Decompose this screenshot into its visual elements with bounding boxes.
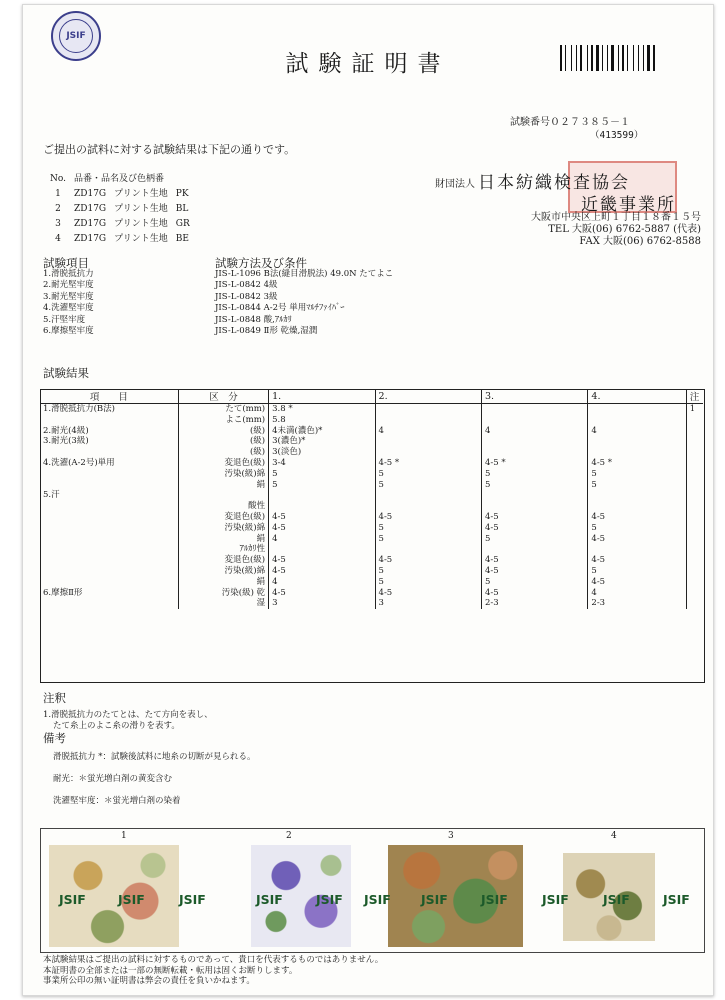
notes-heading: 注釈: [43, 691, 66, 705]
sample-code: ZD17G: [74, 219, 107, 229]
jsif-watermark: JSIF: [364, 892, 391, 907]
results-value-cell: 3: [269, 598, 375, 609]
results-category-cell: たて(mm): [178, 404, 268, 415]
jsif-watermark: JSIF: [316, 892, 343, 907]
results-row: [40, 469, 703, 480]
results-value-cell: [481, 544, 587, 555]
results-row: [40, 426, 703, 437]
note-1-line-1: 1.滑脱抵抗力のたてとは、たて方向を表し、: [43, 710, 213, 720]
barcode-bar: [563, 45, 564, 71]
remark-3: 洗濯堅牢度：＊蛍光増白剤の染着: [53, 796, 181, 806]
test-item-method: JIS-L-0844 A-2号 単用ﾏﾙﾁﾌｧｲﾊﾞｰ: [215, 303, 345, 314]
results-category-cell: 変退色(級): [178, 458, 268, 469]
results-value-cell: 5: [588, 480, 686, 491]
results-value-cell: 4-5: [375, 555, 481, 566]
organization-address: 大阪市中央区上町１丁目１８番１５号: [531, 212, 701, 223]
results-row: [40, 490, 703, 501]
results-value-cell: 4-5: [269, 555, 375, 566]
results-value-cell: [588, 501, 686, 512]
results-value-cell: 5: [375, 523, 481, 534]
results-item-cell: [40, 555, 178, 566]
results-value-cell: 4: [375, 426, 481, 437]
test-methods-heading: 試験方法及び条件: [215, 256, 307, 270]
results-value-cell: 5: [588, 523, 686, 534]
barcode-bar: [594, 45, 595, 71]
footer-disclaimer: [43, 955, 383, 987]
results-value-cell: 4-5: [588, 577, 686, 588]
results-col-category: 区 分: [178, 389, 268, 404]
results-value-cell: 5: [269, 469, 375, 480]
remark-1: 滑脱抵抗力 *：試験後試料に地糸の切断が見られる。: [53, 752, 256, 762]
results-category-cell: 汚染(級)綿: [178, 523, 268, 534]
test-item-name: 1.滑脱抵抗力: [43, 269, 94, 279]
results-note-cell: [686, 555, 703, 566]
results-row: [40, 512, 703, 523]
intro-text: ご提出の試料に対する試験結果は下記の通りです。: [43, 143, 296, 156]
results-category-cell: 絹: [178, 480, 268, 491]
sample-header: [50, 173, 196, 186]
barcode-bar: [651, 45, 652, 71]
results-value-cell: 4-5: [481, 555, 587, 566]
barcode-bar: [573, 45, 575, 71]
results-value-cell: 4: [588, 588, 686, 599]
results-value-cell: 5: [269, 480, 375, 491]
test-item-list: [43, 269, 94, 337]
results-item-cell: [40, 415, 178, 426]
test-item-name: 3.耐光堅牢度: [43, 291, 94, 302]
results-item-cell: 4.洗濯(A-2号)単用: [40, 458, 178, 469]
seal-text: JSIF: [59, 19, 93, 53]
results-note-cell: [686, 534, 703, 545]
results-value-cell: 5: [481, 469, 587, 480]
barcode-bar: [602, 45, 603, 71]
results-note-cell: [686, 426, 703, 437]
results-row: [40, 458, 703, 469]
results-value-cell: 5: [588, 469, 686, 480]
footer-line-3: 事業所公印の無い証明書は弊会の責任を負いかねます。: [43, 976, 255, 986]
sample-row: [50, 188, 196, 201]
sample-color: BE: [175, 234, 189, 244]
results-row: [40, 523, 703, 534]
sample-color: BL: [175, 204, 189, 214]
results-col-2: 2.: [375, 389, 481, 404]
results-row: [40, 566, 703, 577]
results-row: [40, 436, 703, 447]
results-value-cell: [375, 436, 481, 447]
test-item-name: 5.汗堅牢度: [43, 314, 86, 325]
results-category-cell: 絹: [178, 534, 268, 545]
jsif-watermark: JSIF: [481, 892, 508, 907]
test-item-method: JIS-L-0848 酸,ｱﾙｶﾘ: [215, 314, 292, 325]
results-note-cell: [686, 523, 703, 534]
jsif-watermark: JSIF: [256, 892, 283, 907]
certificate-sub-number: （413599）: [590, 130, 644, 141]
barcode-bar: [567, 45, 570, 71]
results-value-cell: 4-5: [375, 588, 481, 599]
sample-col-name: 品番・品名及び色柄番: [74, 174, 165, 184]
results-note-cell: [686, 458, 703, 469]
results-note-cell: [686, 566, 703, 577]
swatch-label: 3: [448, 831, 454, 841]
results-note-cell: [686, 512, 703, 523]
results-col-item: 項 目: [40, 389, 178, 404]
results-value-cell: [481, 415, 587, 426]
results-note-cell: [686, 436, 703, 447]
results-category-cell: (級): [178, 447, 268, 458]
organization-label: 財団法人: [435, 179, 475, 190]
barcode-bar: [629, 45, 632, 71]
organization-fax: FAX 大阪(06) 6762-8588: [579, 236, 701, 247]
results-item-cell: [40, 469, 178, 480]
results-note-cell: [686, 480, 703, 491]
results-value-cell: 5: [375, 566, 481, 577]
results-value-cell: 5.8: [269, 415, 375, 426]
results-value-cell: 4-5 *: [375, 458, 481, 469]
organization-address-block: [446, 212, 701, 248]
results-value-cell: [269, 490, 375, 501]
results-value-cell: 5: [588, 566, 686, 577]
barcode-bar: [576, 45, 577, 71]
barcode-icon: [560, 45, 670, 71]
results-row: [40, 588, 703, 599]
results-category-cell: 汚染(級) 乾: [178, 588, 268, 599]
results-value-cell: 3(淡色): [269, 447, 375, 458]
organization-name: 日本紡織検査協会: [478, 173, 630, 193]
test-item-method: JIS-L-1096 B法(縫目滑脱法) 49.0N たてよこ: [215, 269, 394, 279]
results-category-cell: ｱﾙｶﾘ性: [178, 544, 268, 555]
organization-tel: TEL 大阪(06) 6762-5887 (代表): [548, 224, 701, 235]
results-col-note: 注: [686, 389, 703, 404]
barcode-bar: [633, 45, 634, 71]
barcode-bar: [560, 45, 562, 71]
results-item-cell: [40, 501, 178, 512]
barcode-bar: [604, 45, 606, 71]
sample-row: [50, 233, 196, 246]
jsif-watermark: JSIF: [542, 892, 569, 907]
results-col-4: 4.: [588, 389, 686, 404]
results-value-cell: 5: [375, 480, 481, 491]
results-value-cell: [481, 501, 587, 512]
results-value-cell: [375, 490, 481, 501]
sample-no: 1: [55, 189, 61, 199]
results-category-cell: 絹: [178, 577, 268, 588]
results-value-cell: 5: [481, 480, 587, 491]
test-item-name: 2.耐光堅牢度: [43, 280, 94, 291]
organization-branch: 近畿事業所: [581, 195, 676, 215]
sample-code: ZD17G: [74, 189, 107, 199]
jsif-watermark: JSIF: [421, 892, 448, 907]
certificate-page: [22, 4, 714, 996]
results-value-cell: [481, 447, 587, 458]
barcode-bar: [643, 45, 644, 71]
results-value-cell: 3-4: [269, 458, 375, 469]
barcode-bar: [580, 45, 582, 71]
results-value-cell: 4-5: [269, 523, 375, 534]
results-value-cell: 4-5: [269, 588, 375, 599]
results-value-cell: [588, 490, 686, 501]
results-item-cell: [40, 523, 178, 534]
barcode-bar: [571, 45, 572, 71]
results-value-cell: [375, 447, 481, 458]
results-value-cell: [269, 501, 375, 512]
results-value-cell: 2-3: [481, 598, 587, 609]
results-value-cell: [588, 415, 686, 426]
swatch-label: 2: [286, 831, 292, 841]
results-value-cell: [588, 447, 686, 458]
remarks-heading: 備考: [43, 731, 66, 745]
results-item-cell: 1.滑脱抵抗力(B法): [40, 404, 178, 415]
test-method-list: [215, 269, 393, 337]
results-value-cell: 4-5: [269, 566, 375, 577]
sample-color: GR: [175, 219, 190, 229]
results-value-cell: 4: [269, 577, 375, 588]
results-value-cell: [375, 415, 481, 426]
results-item-cell: [40, 534, 178, 545]
footer-line-1: 本試験結果はご提出の試料に対するものであって、貴口を代表するものではありません。: [43, 955, 384, 965]
jsif-watermark: JSIF: [663, 892, 690, 907]
barcode-bar: [635, 45, 637, 71]
results-category-cell: 湿: [178, 598, 268, 609]
results-row: [40, 404, 703, 415]
sample-color: PK: [175, 189, 189, 199]
test-items-heading: 試験項目: [43, 256, 89, 270]
results-category-cell: 酸性: [178, 501, 268, 512]
results-value-cell: 3: [375, 598, 481, 609]
results-col-3: 3.: [481, 389, 587, 404]
barcode-bar: [587, 45, 588, 71]
jsif-watermark: JSIF: [179, 892, 206, 907]
results-item-cell: 3.耐光(3級): [40, 436, 178, 447]
footer-line-2: 本証明書の全部または一部の無断転載・転用は固くお断りします。: [43, 965, 298, 976]
results-value-cell: [481, 490, 587, 501]
results-note-cell: [686, 501, 703, 512]
results-value-cell: 4-5: [481, 588, 587, 599]
barcode-bar: [647, 45, 650, 71]
test-item-method: JIS-L-0842 3級: [215, 291, 278, 302]
barcode-bar: [615, 45, 617, 71]
sample-name: プリント生地: [114, 204, 168, 214]
jsif-watermark: JSIF: [118, 892, 145, 907]
results-value-cell: [588, 404, 686, 415]
results-value-cell: 4-5: [481, 512, 587, 523]
sample-row: [50, 218, 196, 231]
results-row: [40, 544, 703, 555]
sample-no: 4: [55, 234, 61, 244]
sample-name: プリント生地: [114, 219, 168, 229]
results-row: [40, 555, 703, 566]
results-row: [40, 534, 703, 545]
results-note-cell: [686, 598, 703, 609]
sample-name: プリント生地: [114, 234, 168, 244]
results-header-row: [40, 389, 703, 404]
results-item-cell: [40, 577, 178, 588]
results-note-cell: [686, 469, 703, 480]
results-item-cell: 5.汗: [40, 490, 178, 501]
barcode-bar: [627, 45, 628, 71]
sample-list: [48, 171, 198, 248]
barcode-bar: [578, 45, 579, 71]
results-item-cell: [40, 512, 178, 523]
results-value-cell: 4-5: [588, 512, 686, 523]
results-item-cell: 6.摩擦Ⅱ形: [40, 588, 178, 599]
jsif-watermark: JSIF: [603, 892, 630, 907]
results-value-cell: [375, 404, 481, 415]
results-value-cell: [481, 436, 587, 447]
barcode-bar: [583, 45, 586, 71]
results-value-cell: 5: [375, 469, 481, 480]
results-value-cell: [588, 436, 686, 447]
results-value-cell: 4-5: [269, 512, 375, 523]
results-value-cell: 5: [375, 534, 481, 545]
results-category-cell: (級): [178, 426, 268, 437]
barcode-bar: [565, 45, 566, 71]
barcode-bar: [607, 45, 608, 71]
swatch-label: 4: [611, 831, 617, 841]
results-note-cell: 1: [689, 404, 696, 414]
results-value-cell: 5: [481, 534, 587, 545]
results-value-cell: [269, 544, 375, 555]
results-note-cell: [686, 447, 703, 458]
results-value-cell: 4-5 *: [588, 458, 686, 469]
barcode-bar: [596, 45, 599, 71]
results-category-cell: (級): [178, 436, 268, 447]
results-note-cell: [686, 415, 703, 426]
results-note-cell: [686, 490, 703, 501]
results-category-cell: 汚染(級)綿: [178, 566, 268, 577]
results-item-cell: [40, 447, 178, 458]
results-category-cell: [178, 490, 268, 501]
swatch-label: 1: [121, 831, 127, 841]
results-value-cell: [481, 404, 587, 415]
results-item-cell: [40, 544, 178, 555]
test-item-method: JIS-L-0842 4級: [215, 280, 278, 291]
barcode-bar: [653, 45, 655, 71]
barcode-bar: [638, 45, 639, 71]
results-value-cell: 4: [481, 426, 587, 437]
results-value-cell: 4-5: [588, 555, 686, 566]
barcode-bar: [600, 45, 601, 71]
sample-row: [50, 203, 196, 216]
results-value-cell: 4-5: [481, 523, 587, 534]
results-item-cell: 2.耐光(4級): [40, 426, 178, 437]
results-heading: 試験結果: [43, 366, 89, 380]
page-title: 試験証明書: [285, 51, 451, 77]
sample-no: 2: [55, 204, 61, 214]
sample-code: ZD17G: [74, 204, 107, 214]
results-value-cell: 4: [588, 426, 686, 437]
results-value-cell: [588, 544, 686, 555]
results-value-cell: [375, 501, 481, 512]
sample-no: 3: [55, 219, 61, 229]
results-row: [40, 415, 703, 426]
results-item-cell: [40, 480, 178, 491]
results-value-cell: 5: [481, 577, 587, 588]
results-value-cell: 2-3: [588, 598, 686, 609]
results-category-cell: 変退色(級): [178, 512, 268, 523]
results-row: [40, 501, 703, 512]
barcode-bar: [640, 45, 642, 71]
results-note-cell: [686, 544, 703, 555]
results-category-cell: よこ(mm): [178, 415, 268, 426]
note-1-line-2: たて糸上のよこ糸の滑りを表す。: [53, 721, 180, 731]
sample-col-no: No.: [50, 174, 66, 184]
results-value-cell: 4-5: [481, 566, 587, 577]
barcode-bar: [620, 45, 621, 71]
results-item-cell: [40, 566, 178, 577]
barcode-bar: [622, 45, 624, 71]
barcode-bar: [618, 45, 619, 71]
results-category-cell: 汚染(級)綿: [178, 469, 268, 480]
test-item-method: JIS-L-0849 Ⅱ形 乾燥,湿潤: [215, 326, 318, 337]
barcode-bar: [591, 45, 593, 71]
results-value-cell: 3.8 *: [269, 404, 375, 415]
certificate-number: 試験番号０２７３８５－１: [510, 117, 630, 128]
results-value-cell: 3(濃色)*: [269, 436, 375, 447]
results-value-cell: 4-5: [588, 534, 686, 545]
results-value-cell: 5: [375, 577, 481, 588]
results-col-1: 1.: [269, 389, 375, 404]
jsif-watermark: JSIF: [59, 892, 86, 907]
results-value-cell: 4-5: [375, 512, 481, 523]
barcode-bar: [645, 45, 646, 71]
barcode-bar: [589, 45, 590, 71]
results-row: [40, 447, 703, 458]
barcode-bar: [611, 45, 614, 71]
results-category-cell: 変退色(級): [178, 555, 268, 566]
results-table: [40, 389, 703, 609]
test-item-name: 4.洗濯堅牢度: [43, 303, 94, 314]
results-value-cell: 4: [269, 534, 375, 545]
results-row: [40, 480, 703, 491]
results-value-cell: 4-5 *: [481, 458, 587, 469]
sample-name: プリント生地: [114, 189, 168, 199]
results-row: [40, 577, 703, 588]
results-value-cell: [375, 544, 481, 555]
barcode-bar: [609, 45, 610, 71]
notes-section: [43, 693, 255, 807]
results-item-cell: [40, 598, 178, 609]
test-item-name: 6.摩擦堅牢度: [43, 326, 94, 337]
barcode-bar: [625, 45, 626, 71]
results-value-cell: 4未満(濃色)*: [269, 426, 375, 437]
remark-2: 耐光：＊蛍光増白剤の黄変含む: [53, 774, 173, 784]
results-note-cell: [686, 588, 703, 599]
sample-code: ZD17G: [74, 234, 107, 244]
results-row: [40, 598, 703, 609]
results-note-cell: [686, 577, 703, 588]
